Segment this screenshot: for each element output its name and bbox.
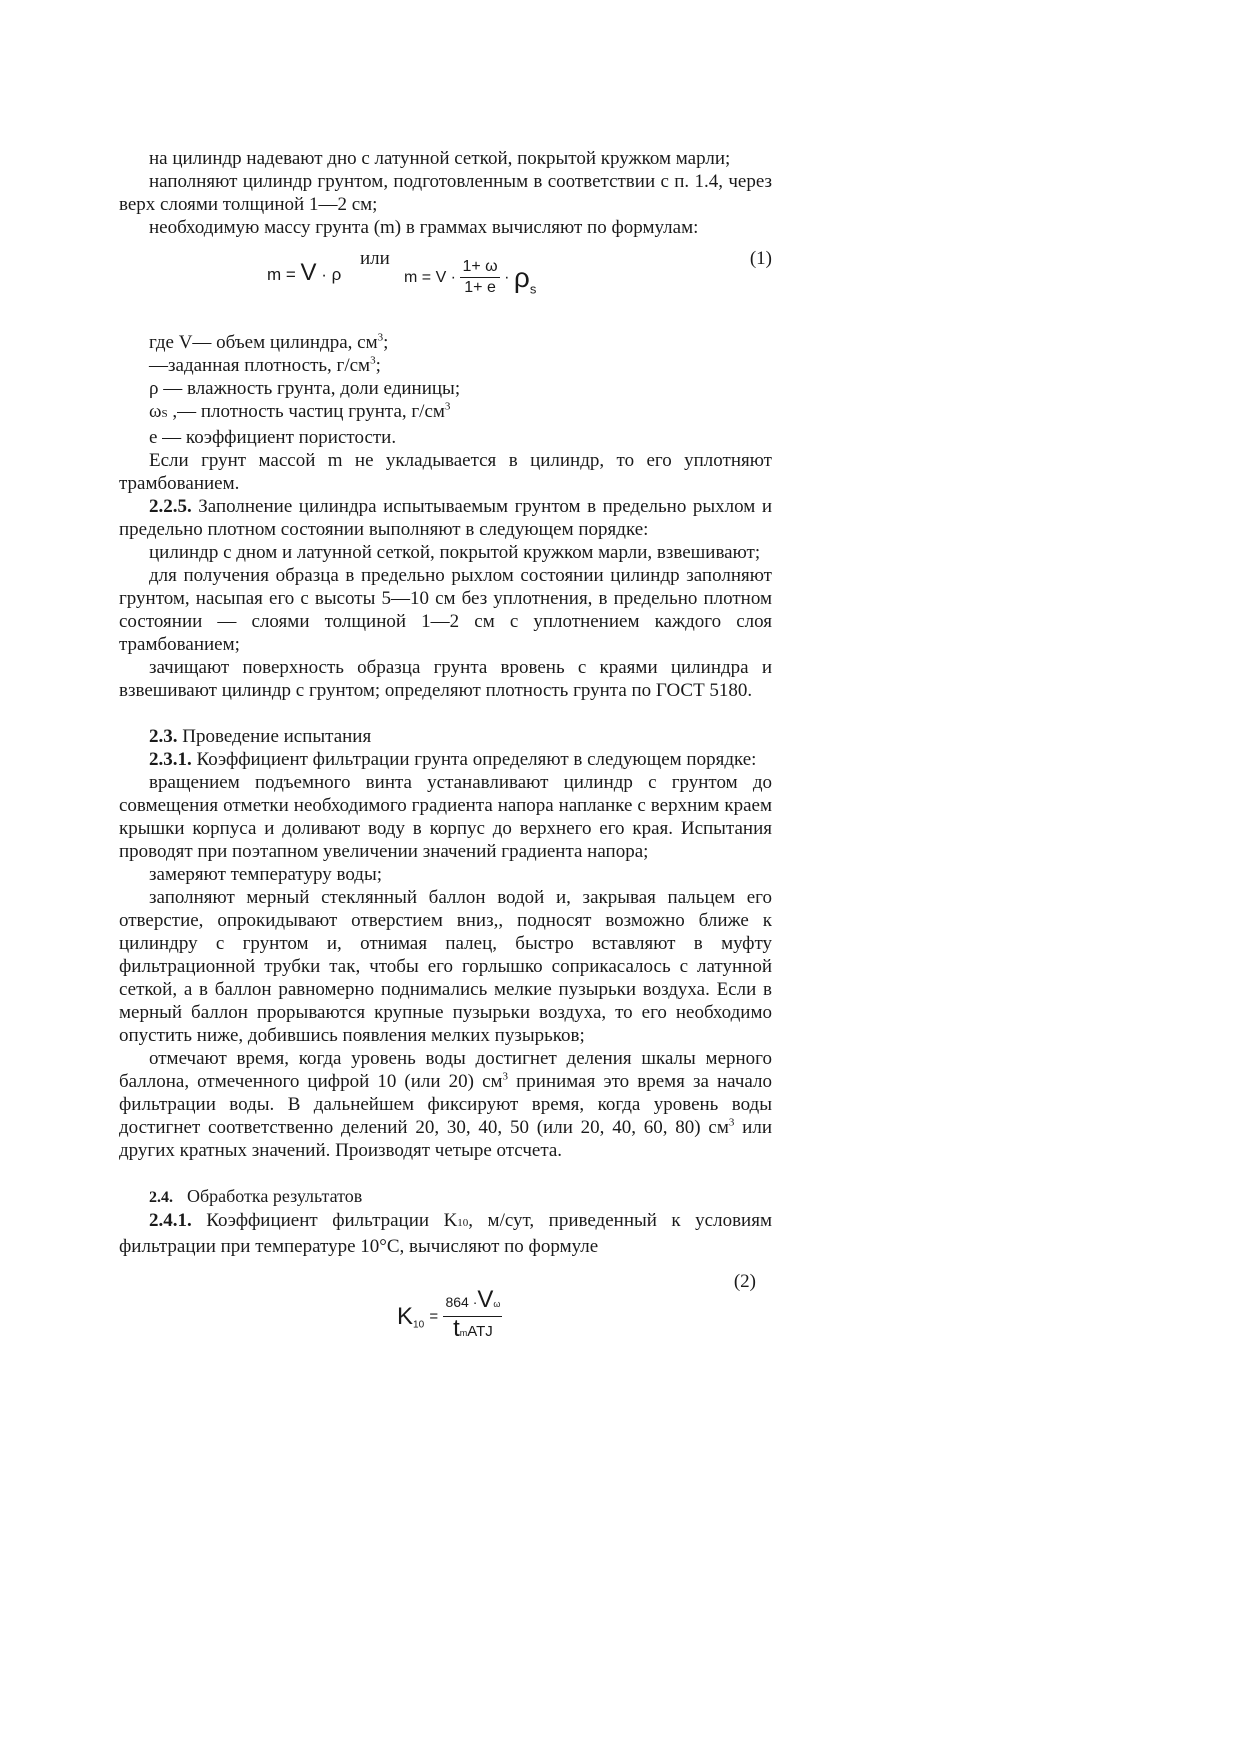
formula-1 — [119, 239, 772, 331]
paragraph-bottom-mesh: на цилиндр надевают дно с латунной сеткой, покрытой кружком марли; — [149, 148, 731, 169]
def-particle-density: ωS ,— плотность частиц грунта, $г/см^3$ — [149, 400, 451, 422]
paragraph-compaction: Если грунт массой m не укладывается в цилиндр, то его уплотняют трамбованием. — [119, 450, 772, 494]
paragraph-weigh-cylinder: цилиндр с дном и латунной сеткой, покрытой кружком марли, взвешивают; — [149, 542, 761, 563]
paragraph-mark-time: отмечают время, когда уровень воды достигнет деления шкалы мерного баллона, отмеченного цифрой 10 (или 20) $см^3$ принимая это время за начало фильтрации воды. В дальнейшем фиксируют время, когда уровень воды достигнет соответственно делений 20, 30, 40, 50 (или 20, 40, 60, 80) $см^3$ или других кратных значений. Производят четыре отсчета. — [119, 1048, 772, 1161]
def-density: —заданная плотность, $г/см^3$; — [149, 354, 381, 376]
paragraph-measure-temp: замеряют температуру воды; — [149, 864, 382, 885]
formula1-right: m = V · $\frac{1+ \omega}{1+ e}$ · $\rho_s$ — [404, 258, 537, 297]
formula1-or: или — [360, 248, 390, 269]
section-2-4-heading: 2.4. Обработка результатов — [149, 1186, 363, 1206]
def-porosity: e — коэффициент пористости. — [149, 427, 397, 448]
paragraph-2-2-5: 2.2.5. Заполнение цилиндра испытываемым грунтом в предельно рыхлом и предельно плотном состоянии выполняют в следующем порядке: — [119, 496, 772, 540]
formula1-left: m = V · ρ — [267, 259, 342, 286]
formula2-fraction: $\frac{864 \cdot V\omega}{\text{tmATJ}}$ — [445, 1286, 501, 1342]
formula2-number: (2) — [733, 1271, 756, 1292]
paragraph-2-3-1: 2.3.1. Коэффициент фильтрации грунта определяют в следующем порядке: — [149, 749, 757, 770]
paragraph-rotate-screw: вращением подъемного винта устанавливают цилиндр с грунтом до совмещения отметки необходимого градиента напора напланке с верхним краем крышки корпуса и доливают воду в корпус до верхнего его края. Испытания проводят при поэтапном увеличении значений градиента напора; — [119, 772, 772, 862]
paragraph-mass-formula-intro: необходимую массу грунта (m) в граммах вычисляют по формулам: — [149, 217, 699, 238]
paragraph-loose-dense: для получения образца в предельно рыхлом состоянии цилиндр заполняют грунтом, насыпая его с высоты 5—10 см без уплотнения, в предельно плотном состоянии — слоями толщиной 1—2 см с уплотнением каждого слоя трамбованием; — [119, 565, 772, 655]
paragraph-2-4-1: 2.4.1. Коэффициент фильтрации K10, м/сут, приведенный к условиям фильтрации при температуре 10°C, вычисляют по формуле — [119, 1210, 772, 1257]
paragraph-fill-balloon: заполняют мерный стеклянный баллон водой и, закрывая пальцем его отверстие, опрокидывают отверстием вниз,, подносят возможно ближе к цилиндру с грунтом и, отнимая палец, быстро вставляют в муфту фильтрационной трубки так, чтобы его горлышко соприкасалось с латунной сеткой, а в баллон равномерно поднимались мелкие пузырьки воздуха. Если в мерный баллон прорываются крупные пузырьки воздуха, то его необходимо опустить ниже, добившись появления мелких пузырьков; — [119, 887, 772, 1046]
formula2-expression: $K_{10}$ = $\frac{864 \cdot V\omega}{\text{tmATJ}}$ — [397, 1288, 502, 1345]
def-moisture: ρ — влажность грунта, доли единицы; — [149, 378, 461, 399]
paragraph-fill-cylinder: наполняют цилиндр грунтом, подготовленным в соответствии с п. 1.4, через верх слоями толщиной 1—2 см; — [119, 171, 772, 215]
formula1-number: (1) — [749, 248, 772, 269]
section-2-3-heading: 2.3. Проведение испытания — [149, 726, 372, 747]
paragraph-clean-surface: зачищают поверхность образца грунта вровень с краями цилиндра и взвешивают цилиндр с грунтом; определяют плотность грунта по ГОСТ 5180. — [119, 657, 772, 701]
formula-2 — [119, 1258, 772, 1408]
def-volume: где V— объем цилиндра, $см^3$; — [149, 331, 389, 353]
formula1-fraction: $\frac{1+ \omega}{1+ e}$ — [462, 258, 498, 296]
document-page — [119, 147, 772, 1408]
